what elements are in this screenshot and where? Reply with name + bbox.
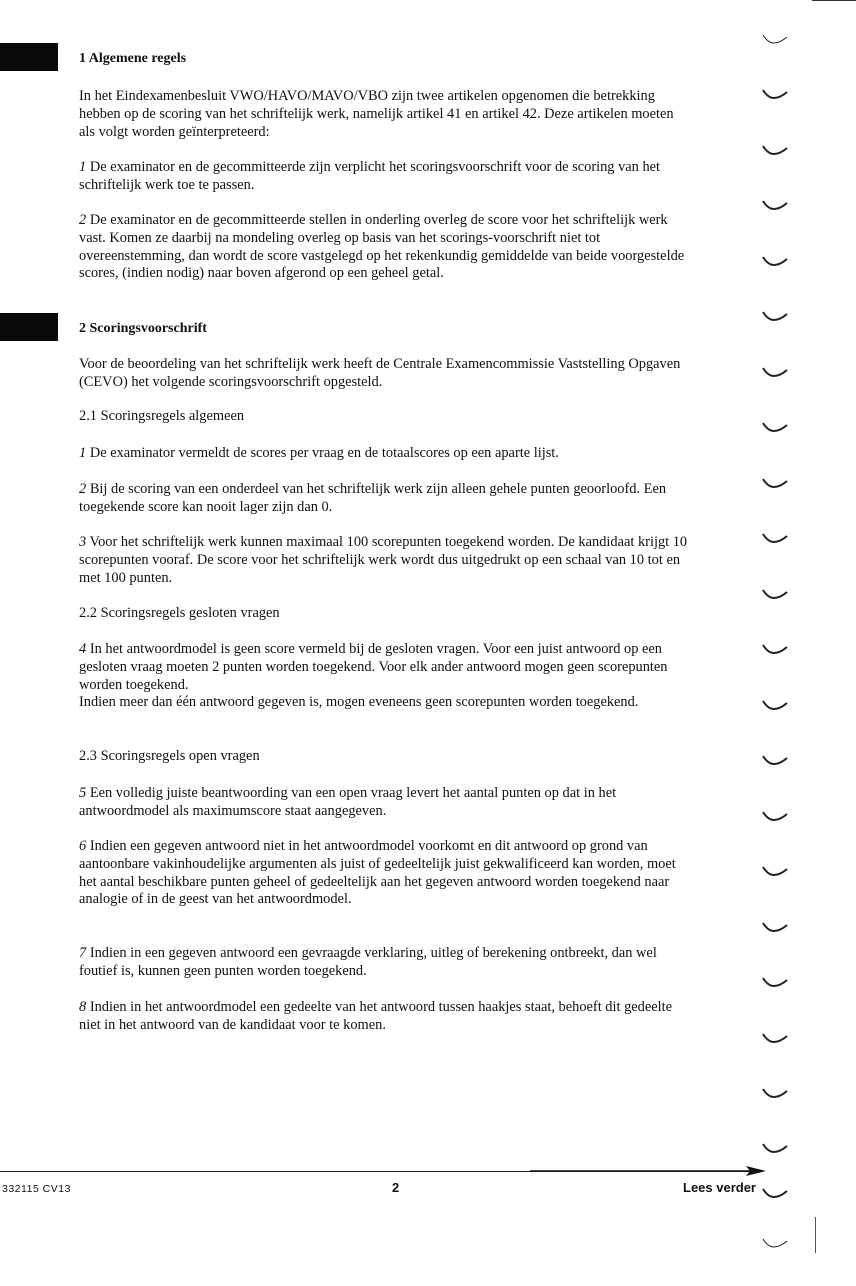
page-number: 2 [392,1180,400,1195]
rule-paragraph [79,999,689,1035]
section-marker-bar [0,313,58,341]
margin-tick-icon [760,587,790,601]
margin-tick-icon [760,1186,790,1200]
rule-paragraph [79,534,689,587]
margin-tick-icon [760,143,790,157]
next-page-label: Lees verder [683,1180,756,1195]
margin-tick-icon [760,864,790,878]
rule-paragraph [79,641,689,712]
margin-tick-icon [760,975,790,989]
section-1-heading: 1 Algemene regels [79,51,187,66]
rule-text: De examinator en de gecommitteerde zijn verplicht het scoringsvoorschrift voor de scoring van het schriftelijk werk toe te passen. [79,159,661,193]
rule-text: Bij de scoring van een onderdeel van het schriftelijk werk zijn alleen gehele punten geoorloofd. Een toegekende score kan nooit lager zijn dan 0. [79,481,667,515]
subsection-heading: 2.1 Scoringsregels algemeen [79,408,245,424]
margin-tick-icon [760,254,790,268]
margin-tick-icon [760,1031,790,1045]
margin-tick-icon [760,698,790,712]
rule-paragraph [79,159,689,195]
document-code: 332115 CV13 [2,1183,71,1195]
margin-tick-icon [760,309,790,323]
rule-number: 5 [79,785,87,801]
section-2-heading: 2 Scoringsvoorschrift [79,321,207,336]
rule-text: Indien in het antwoordmodel een gedeelte van het antwoord tussen haakjes staat, behoeft dit gedeelte niet in het antwoord van de kandidaat voor te komen. [79,999,673,1033]
section-2-intro: Voor de beoordeling van het schriftelijk werk heeft de Centrale Examencommissie Vaststelling Opgaven (CEVO) het volgende scoringsvoorschrift opgesteld. [79,356,681,390]
rule-paragraph [79,212,689,283]
rule-paragraph [79,785,689,821]
margin-tick-icon [760,920,790,934]
margin-tick-icon [760,642,790,656]
rule-paragraph [79,481,689,517]
rule-paragraph [79,945,689,981]
margin-tick-icon [760,753,790,767]
margin-tick-icon [760,531,790,545]
top-edge-line [812,0,856,1]
rule-number: 3 [79,534,87,550]
rule-number: 2 [79,481,87,497]
rule-paragraph [79,838,689,909]
section-1-intro: In het Eindexamenbesluit VWO/HAVO/MAVO/VBO zijn twee artikelen opgenomen die betrekking hebben op de scoring van het schriftelijk werk, namelijk artikel 41 en artikel 42. Deze artikelen moeten als volgt worden geïnterpreteerd: [79,88,674,140]
margin-tick-icon [760,1236,790,1250]
margin-tick-icon [760,198,790,212]
rule-number: 1 [79,445,87,461]
rule-text: Indien meer dan één antwoord gegeven is, mogen eveneens geen scorepunten worden toegekend. [79,694,639,711]
rule-number: 1 [79,159,87,175]
rule-text: De examinator vermeldt de scores per vraag en de totaalscores op een aparte lijst. [89,445,559,461]
rule-text: Voor het schriftelijk werk kunnen maximaal 100 scorepunten toegekend worden. De kandidaat krijgt 10 scorepunten vooraf. De score voor het schriftelijk werk wordt dus uitgedrukt op een schaal van 10 tot en met 100 punten. [79,534,688,586]
subsection-heading: 2.3 Scoringsregels open vragen [79,748,260,764]
margin-tick-icon [760,365,790,379]
rule-number: 7 [79,945,87,961]
margin-tick-icon [760,87,790,101]
rule-text: Een volledig juiste beantwoording van een open vraag levert het aantal punten op dat in het antwoordmodel als maximumscore staat aangegeven. [79,785,617,819]
margin-tick-icon [760,32,790,46]
rule-paragraph [79,445,689,463]
arrow-right-icon [530,1163,766,1179]
rule-text: Indien een gegeven antwoord niet in het antwoordmodel voorkomt en dit antwoord op grond van aantoonbare vakinhoudelijke argumenten als juist of gedeeltelijk juist gekwalificeerd kan worden, moet het aantal beschikbare punten geheel of gedeeltelijk aan het gegeven antwoord worden toegekend naar analogie of in de geest van het antwoordmodel. [79,838,676,908]
rule-number: 2 [79,212,87,228]
rule-number: 4 [79,641,87,657]
margin-tick-icon [760,809,790,823]
margin-line [815,1217,816,1253]
rule-number: 6 [79,838,87,854]
subsection-heading: 2.2 Scoringsregels gesloten vragen [79,605,280,621]
rule-text: De examinator en de gecommitteerde stellen in onderling overleg de score voor het schriftelijk werk vast. Komen ze daarbij na mondeling overleg op basis van het scorings-voorschrift niet tot overeenstemming, dan wordt de score vastgelegd op het rekenkundig gemiddelde van beide voorgestelde scores, (indien nodig) naar boven afgerond op een geheel getal. [79,212,685,282]
rule-number: 8 [79,999,87,1015]
section-marker-bar [0,43,58,71]
margin-tick-icon [760,1086,790,1100]
margin-tick-icon [760,420,790,434]
margin-tick-icon [760,476,790,490]
margin-tick-icon [760,1141,790,1155]
rule-text: In het antwoordmodel is geen score vermeld bij de gesloten vragen. Voor een juist antwoord op een gesloten vraag moeten 2 punten worden toegekend. Voor elk ander antwoord mogen geen scorepunten worden toegekend. [79,641,668,693]
rule-text: Indien in een gegeven antwoord een gevraagde verklaring, uitleg of berekening ontbreekt, dan wel foutief is, kunnen geen punten worden toegekend. [79,945,657,979]
